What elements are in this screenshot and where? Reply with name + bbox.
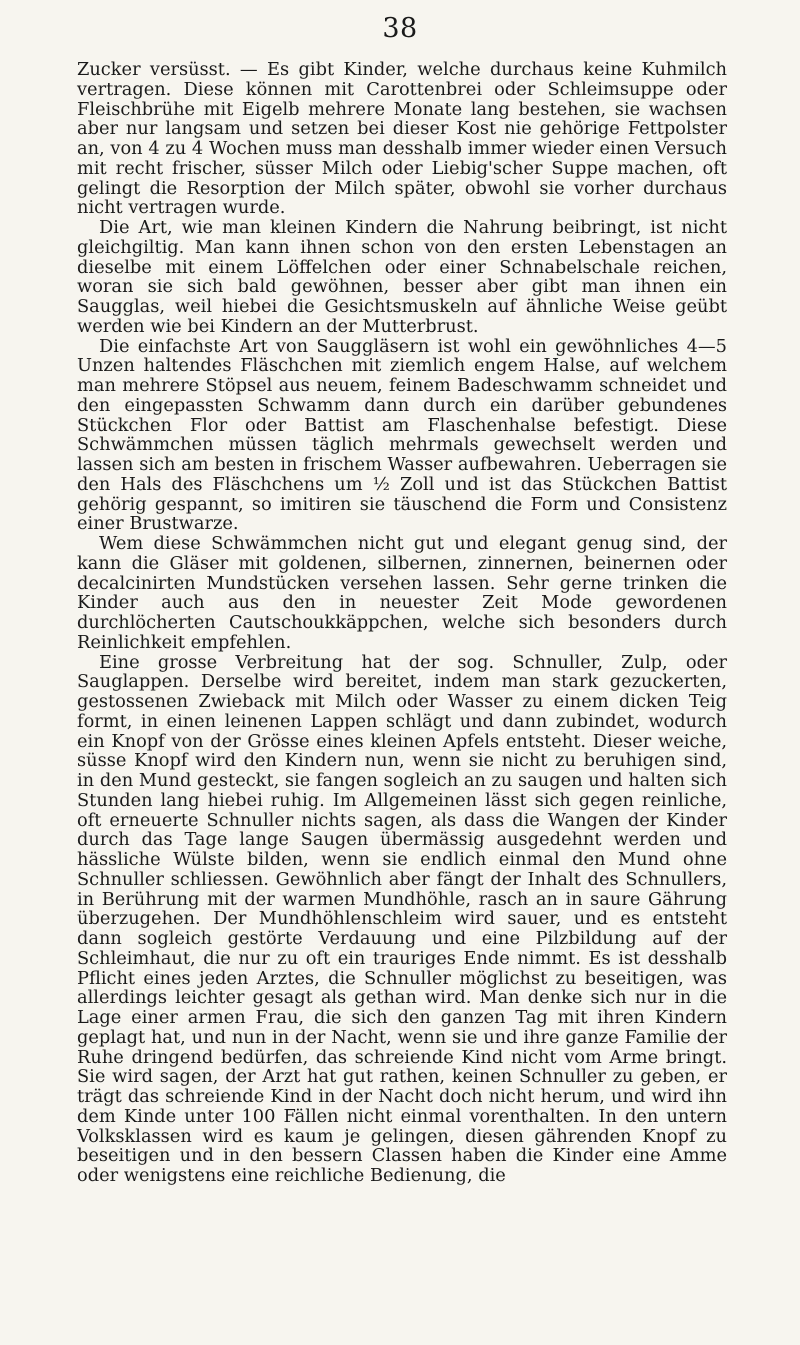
- paragraph: Wem diese Schwämmchen nicht gut und elegant genug sind, der kann die Gläser mit goldenen, silbernen, zinnernen, beinernen oder decalcinirten Mundstücken versehen lassen. Sehr gerne trinken die Kinder auch aus den in neuester Zeit Mode gewordenen durchlöcherten Cautschoukkäppchen, welche sich besonders durch Reinlichkeit empfehlen.: [77, 533, 727, 653]
- body-text: [77, 60, 727, 1186]
- paragraph: Die einfachste Art von Sauggläsern ist wohl ein gewöhnliches 4—5 Unzen haltendes Fläschchen mit ziemlich engem Halse, auf welchem man mehrere Stöpsel aus neuem, feinem Badeschwamm schneidet und den eingepassten Schwamm dann durch ein darüber gebundenes Stückchen Flor oder Battist am Flaschenhalse befestigt. Diese Schwämmchen müssen täglich mehrmals gewechselt werden und lassen sich am besten in frischem Wasser aufbewahren. Ueberragen sie den Hals des Fläschchens um ½ Zoll und ist das Stückchen Battist gehörig gespannt, so imitiren sie täuschend die Form und Consistenz einer Brustwarze.: [77, 335, 727, 535]
- paragraph: Eine grosse Verbreitung hat der sog. Schnuller, Zulp, oder Sauglappen. Derselbe wird bereitet, indem man stark gezuckerten, gestossenen Zwieback mit Milch oder Wasser zu einem dicken Teig formt, in einen leinenen Lappen schlägt und dann zubindet, wodurch ein Knopf von der Grösse eines kleinen Apfels entsteht. Dieser weiche, süsse Knopf wird den Kindern nun, wenn sie nicht zu beruhigen sind, in den Mund gesteckt, sie fangen sogleich an zu saugen und halten sich Stunden lang hiebei ruhig. Im Allgemeinen lässt sich gegen reinliche, oft erneuerte Schnuller nichts sagen, als dass die Wangen der Kinder durch das Tage lange Saugen übermässig ausgedehnt werden und hässliche Wülste bilden, wenn sie endlich einmal den Mund ohne Schnuller schliessen. Gewöhnlich aber fängt der Inhalt des Schnullers, in Berührung mit der warmen Mundhöhle, rasch an in saure Gährung überzugehen. Der Mundhöhlenschleim wird sauer, und es entsteht dann sogleich gestörte Verdauung und eine Pilzbildung auf der Schleimhaut, die nur zu oft ein trauriges Ende nimmt. Es ist desshalb Pflicht eines jeden Arztes, die Schnuller möglichst zu beseitigen, was allerdings leichter gesagt als gethan wird. Man denke sich nur in die Lage einer armen Frau, die sich den ganzen Tag mit ihren Kindern geplagt hat, und nun in der Nacht, wenn sie und ihre ganze Familie der Ruhe dringend bedürfen, das schreiende Kind nicht vom Arme bringt. Sie wird sagen, der Arzt hat gut rathen, keinen Schnuller zu geben, er trägt das schreiende Kind in der Nacht doch nicht herum, und wird ihn dem Kinde unter 100 Fällen nicht einmal vorenthalten. In den untern Volksklassen wird es kaum je gelingen, diesen gährenden Knopf zu beseitigen und in den bessern Classen haben die Kinder eine Amme oder wenigstens eine reichliche Bedienung, die: [77, 651, 727, 1186]
- paragraph: Die Art, wie man kleinen Kindern die Nahrung beibringt, ist nicht gleichgiltig. Man kann ihnen schon von den ersten Lebenstagen an dieselbe mit einem Löffelchen oder einer Schnabelschale reichen, woran sie sich bald gewöhnen, besser aber gibt man ihnen ein Saugglas, weil hiebei die Gesichtsmuskeln auf ähnliche Weise geübt werden wie bei Kindern an der Mutterbrust.: [77, 217, 727, 337]
- page-number: 38: [382, 13, 418, 44]
- paragraph: Zucker versüsst. — Es gibt Kinder, welche durchaus keine Kuhmilch vertragen. Diese können mit Carottenbrei oder Schleimsuppe oder Fleischbrühe mit Eigelb mehrere Monate lang bestehen, sie wachsen aber nur langsam und setzen bei dieser Kost nie gehörige Fettpolster an, von 4 zu 4 Wochen muss man desshalb immer wieder einen Versuch mit recht frischer, süsser Milch oder Liebig'scher Suppe machen, oft gelingt die Resorption der Milch später, obwohl sie vorher durchaus nicht vertragen wurde.: [77, 59, 727, 219]
